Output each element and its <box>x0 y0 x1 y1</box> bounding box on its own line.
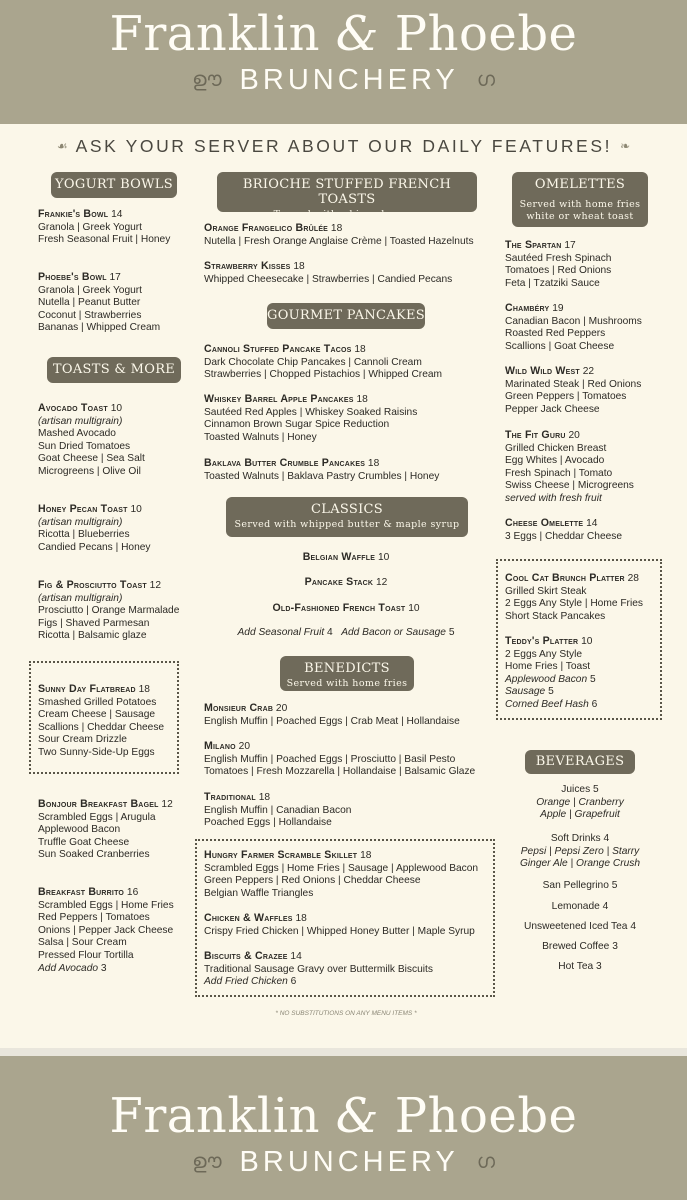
ornament-icon: ❧ <box>620 139 631 153</box>
beverage-hot-tea: Hot Tea 3 <box>558 961 602 972</box>
classics-add-ons: Add Seasonal Fruit 4 Add Bacon or Sausage 5 <box>237 627 455 638</box>
menu-item-old-fashioned-french-toast: Old-Fashioned French Toast 10 <box>272 602 420 614</box>
menu-item-fit-guru: The Fit Guru 20 Grilled Chicken Breast Egg Whites | Avocado Fresh Spinach | Tomato Swiss Cheese | Microgreens served with fresh fruit <box>505 429 634 504</box>
menu-item-honey-pecan-toast: Honey Pecan Toast 10 (artisan multigrain) Ricotta | Blueberries Candied Pecans | Honey <box>38 503 151 553</box>
section-beverages: BEVERAGES <box>525 750 635 774</box>
divider <box>0 1048 687 1056</box>
menu-item-biscuits-crazee: Biscuits & Crazee 14 Traditional Sausage Gravy over Buttermilk Biscuits Add Fried Chicken 6 <box>204 950 433 988</box>
no-substitutions-note: * NO SUBSTITUTIONS ON ANY MENU ITEMS * <box>275 1010 417 1017</box>
bottom-banner <box>0 1056 687 1200</box>
menu-item-fig-prosciutto-toast: Fig & Prosciutto Toast 12 (artisan multigrain) Prosciutto | Orange Marmalade Figs | Shaved Parmesan Ricotta | Balsamic glaze <box>38 579 180 642</box>
ornament-icon: ഊ <box>192 69 222 91</box>
ornament-icon: ഗ <box>476 1151 495 1173</box>
ornament-icon: ☙ <box>56 139 68 153</box>
top-banner <box>0 0 687 124</box>
menu-item-frankies-bowl: Frankie's Bowl 14 Granola | Greek Yogurt Fresh Seasonal Fruit | Honey <box>38 208 171 246</box>
brand-subtitle: ഊ BRUNCHERY ഗ <box>192 64 495 96</box>
beverage-soft-drinks: Soft Drinks 4 Pepsi | Pepsi Zero | Starry Ginger Ale | Orange Crush <box>519 833 641 870</box>
ornament-icon: ഗ <box>476 69 495 91</box>
menu-item-baklava-pancakes: Baklava Butter Crumble Pancakes 18 Toasted Walnuts | Baklava Pastry Crumbles | Honey <box>204 457 440 482</box>
section-yogurt-bowls: YOGURT BOWLS <box>51 172 177 198</box>
menu-item-hungry-farmer: Hungry Farmer Scramble Skillet 18 Scrambled Eggs | Home Fries | Sausage | Applewood Bacon Green Peppers | Red Onions | Cheddar Cheese Belgian Waffle Triangles <box>204 849 479 899</box>
section-toasts-more: TOASTS & MORE <box>47 357 181 383</box>
menu-item-cheese-omelette: Cheese Omelette 14 3 Eggs | Cheddar Cheese <box>505 517 623 542</box>
brand-subtitle: ഊ BRUNCHERY ഗ <box>192 1146 495 1178</box>
beverage-iced-tea: Unsweetened Iced Tea 4 <box>524 921 636 932</box>
beverage-juices: Juices 5 Orange | Cranberry Apple | Grapefruit <box>536 784 624 821</box>
menu-item-breakfast-burrito: Breakfast Burrito 16 Scrambled Eggs | Home Fries Red Peppers | Tomatoes Onions | Pepper Jack Cheese Salsa | Sour Cream Pressed Flour Tortilla Add Avocado 3 <box>38 886 174 974</box>
brand-logo: Franklin & Phoebe <box>109 6 578 62</box>
beverage-brewed-coffee: Brewed Coffee 3 <box>542 941 618 952</box>
section-benedicts: BENEDICTS Served with home fries <box>280 656 414 691</box>
section-gourmet-pancakes: GOURMET PANCAKES <box>267 303 425 329</box>
menu-item-teddys-platter: Teddy's Platter 10 2 Eggs Any Style Home Fries | Toast Applewood Bacon 5 Sausage 5 Corned Beef Hash 6 <box>505 635 598 710</box>
menu-item-whiskey-barrel-pancakes: Whiskey Barrel Apple Pancakes 18 Sautéed Red Apples | Whiskey Soaked Raisins Cinnamon Brown Sugar Spice Reduction Toasted Walnuts | Honey <box>204 393 418 443</box>
menu-item-pancake-stack: Pancake Stack 12 <box>304 576 388 588</box>
menu-item-cool-cat-platter: Cool Cat Brunch Platter 28 Grilled Skirt Steak 2 Eggs Any Style | Home Fries Short Stack Pancakes <box>505 572 643 622</box>
brand-logo: Franklin & Phoebe <box>109 1088 578 1144</box>
menu-item-bonjour-bagel: Bonjour Breakfast Bagel 12 Scrambled Eggs | Arugula Applewood Bacon Truffle Goat Cheese Sun Soaked Cranberries <box>38 798 173 861</box>
menu-item-traditional: Traditional 18 English Muffin | Canadian Bacon Poached Eggs | Hollandaise <box>204 791 352 829</box>
menu-item-strawberry-kisses: Strawberry Kisses 18 Whipped Cheesecake | Strawberries | Candied Pecans <box>204 260 453 285</box>
menu-item-cannoli-tacos: Cannoli Stuffed Pancake Tacos 18 Dark Chocolate Chip Pancakes | Cannoli Cream Strawberries | Chopped Pistachios | Whipped Cream <box>204 343 443 381</box>
beverage-san-pellegrino: San Pellegrino 5 <box>542 880 618 891</box>
ornament-icon: ഊ <box>192 1151 222 1173</box>
section-brioche-french-toasts: BRIOCHE STUFFED FRENCH TOASTS Topped with whipped cream <box>217 172 477 212</box>
menu-item-phoebes-bowl: Phoebe's Bowl 17 Granola | Greek Yogurt Nutella | Peanut Butter Coconut | Strawberries Bananas | Whipped Cream <box>38 271 161 334</box>
menu-item-monsieur-crab: Monsieur Crab 20 English Muffin | Poached Eggs | Crab Meat | Hollandaise <box>204 702 460 727</box>
menu-item-chambery: Chambéry 19 Canadian Bacon | Mushrooms Roasted Red Peppers Scallions | Goat Cheese <box>505 302 642 352</box>
menu-item-the-spartan: The Spartan 17 Sautéed Fresh Spinach Tomatoes | Red Onions Feta | Tzatziki Sauce <box>505 239 612 289</box>
menu-item-belgian-waffle: Belgian Waffle 10 <box>302 551 390 563</box>
menu-item-wild-wild-west: Wild Wild West 22 Marinated Steak | Red Onions Green Peppers | Tomatoes Pepper Jack Cheese <box>505 365 642 415</box>
beverage-lemonade: Lemonade 4 <box>551 901 609 912</box>
menu-item-chicken-waffles: Chicken & Waffles 18 Crispy Fried Chicken | Whipped Honey Butter | Maple Syrup <box>204 912 475 937</box>
menu-item-avocado-toast: Avocado Toast 10 (artisan multigrain) Mashed Avocado Sun Dried Tomatoes Goat Cheese | Sea Salt Microgreens | Olive Oil <box>38 402 145 477</box>
menu-item-orange-frangelico: Orange Frangelico Brûlée 18 Nutella | Fresh Orange Anglaise Crème | Toasted Hazelnuts <box>204 222 474 247</box>
menu-item-sunny-day-flatbread: Sunny Day Flatbread 18 Smashed Grilled Potatoes Cream Cheese | Sausage Scallions | Cheddar Cheese Sour Cream Drizzle Two Sunny-Side-Up Eggs <box>38 683 165 758</box>
menu-item-milano: Milano 20 English Muffin | Poached Eggs | Prosciutto | Basil Pesto Tomatoes | Fresh Mozzarella | Hollandaise | Balsamic Glaze <box>204 740 476 778</box>
section-classics: CLASSICS Served with whipped butter & maple syrup <box>226 497 468 537</box>
features-banner: ☙ ASK YOUR SERVER ABOUT OUR DAILY FEATURES! ❧ <box>56 136 631 156</box>
section-omelettes: OMELETTES Served with home fries white or wheat toast <box>512 172 648 227</box>
